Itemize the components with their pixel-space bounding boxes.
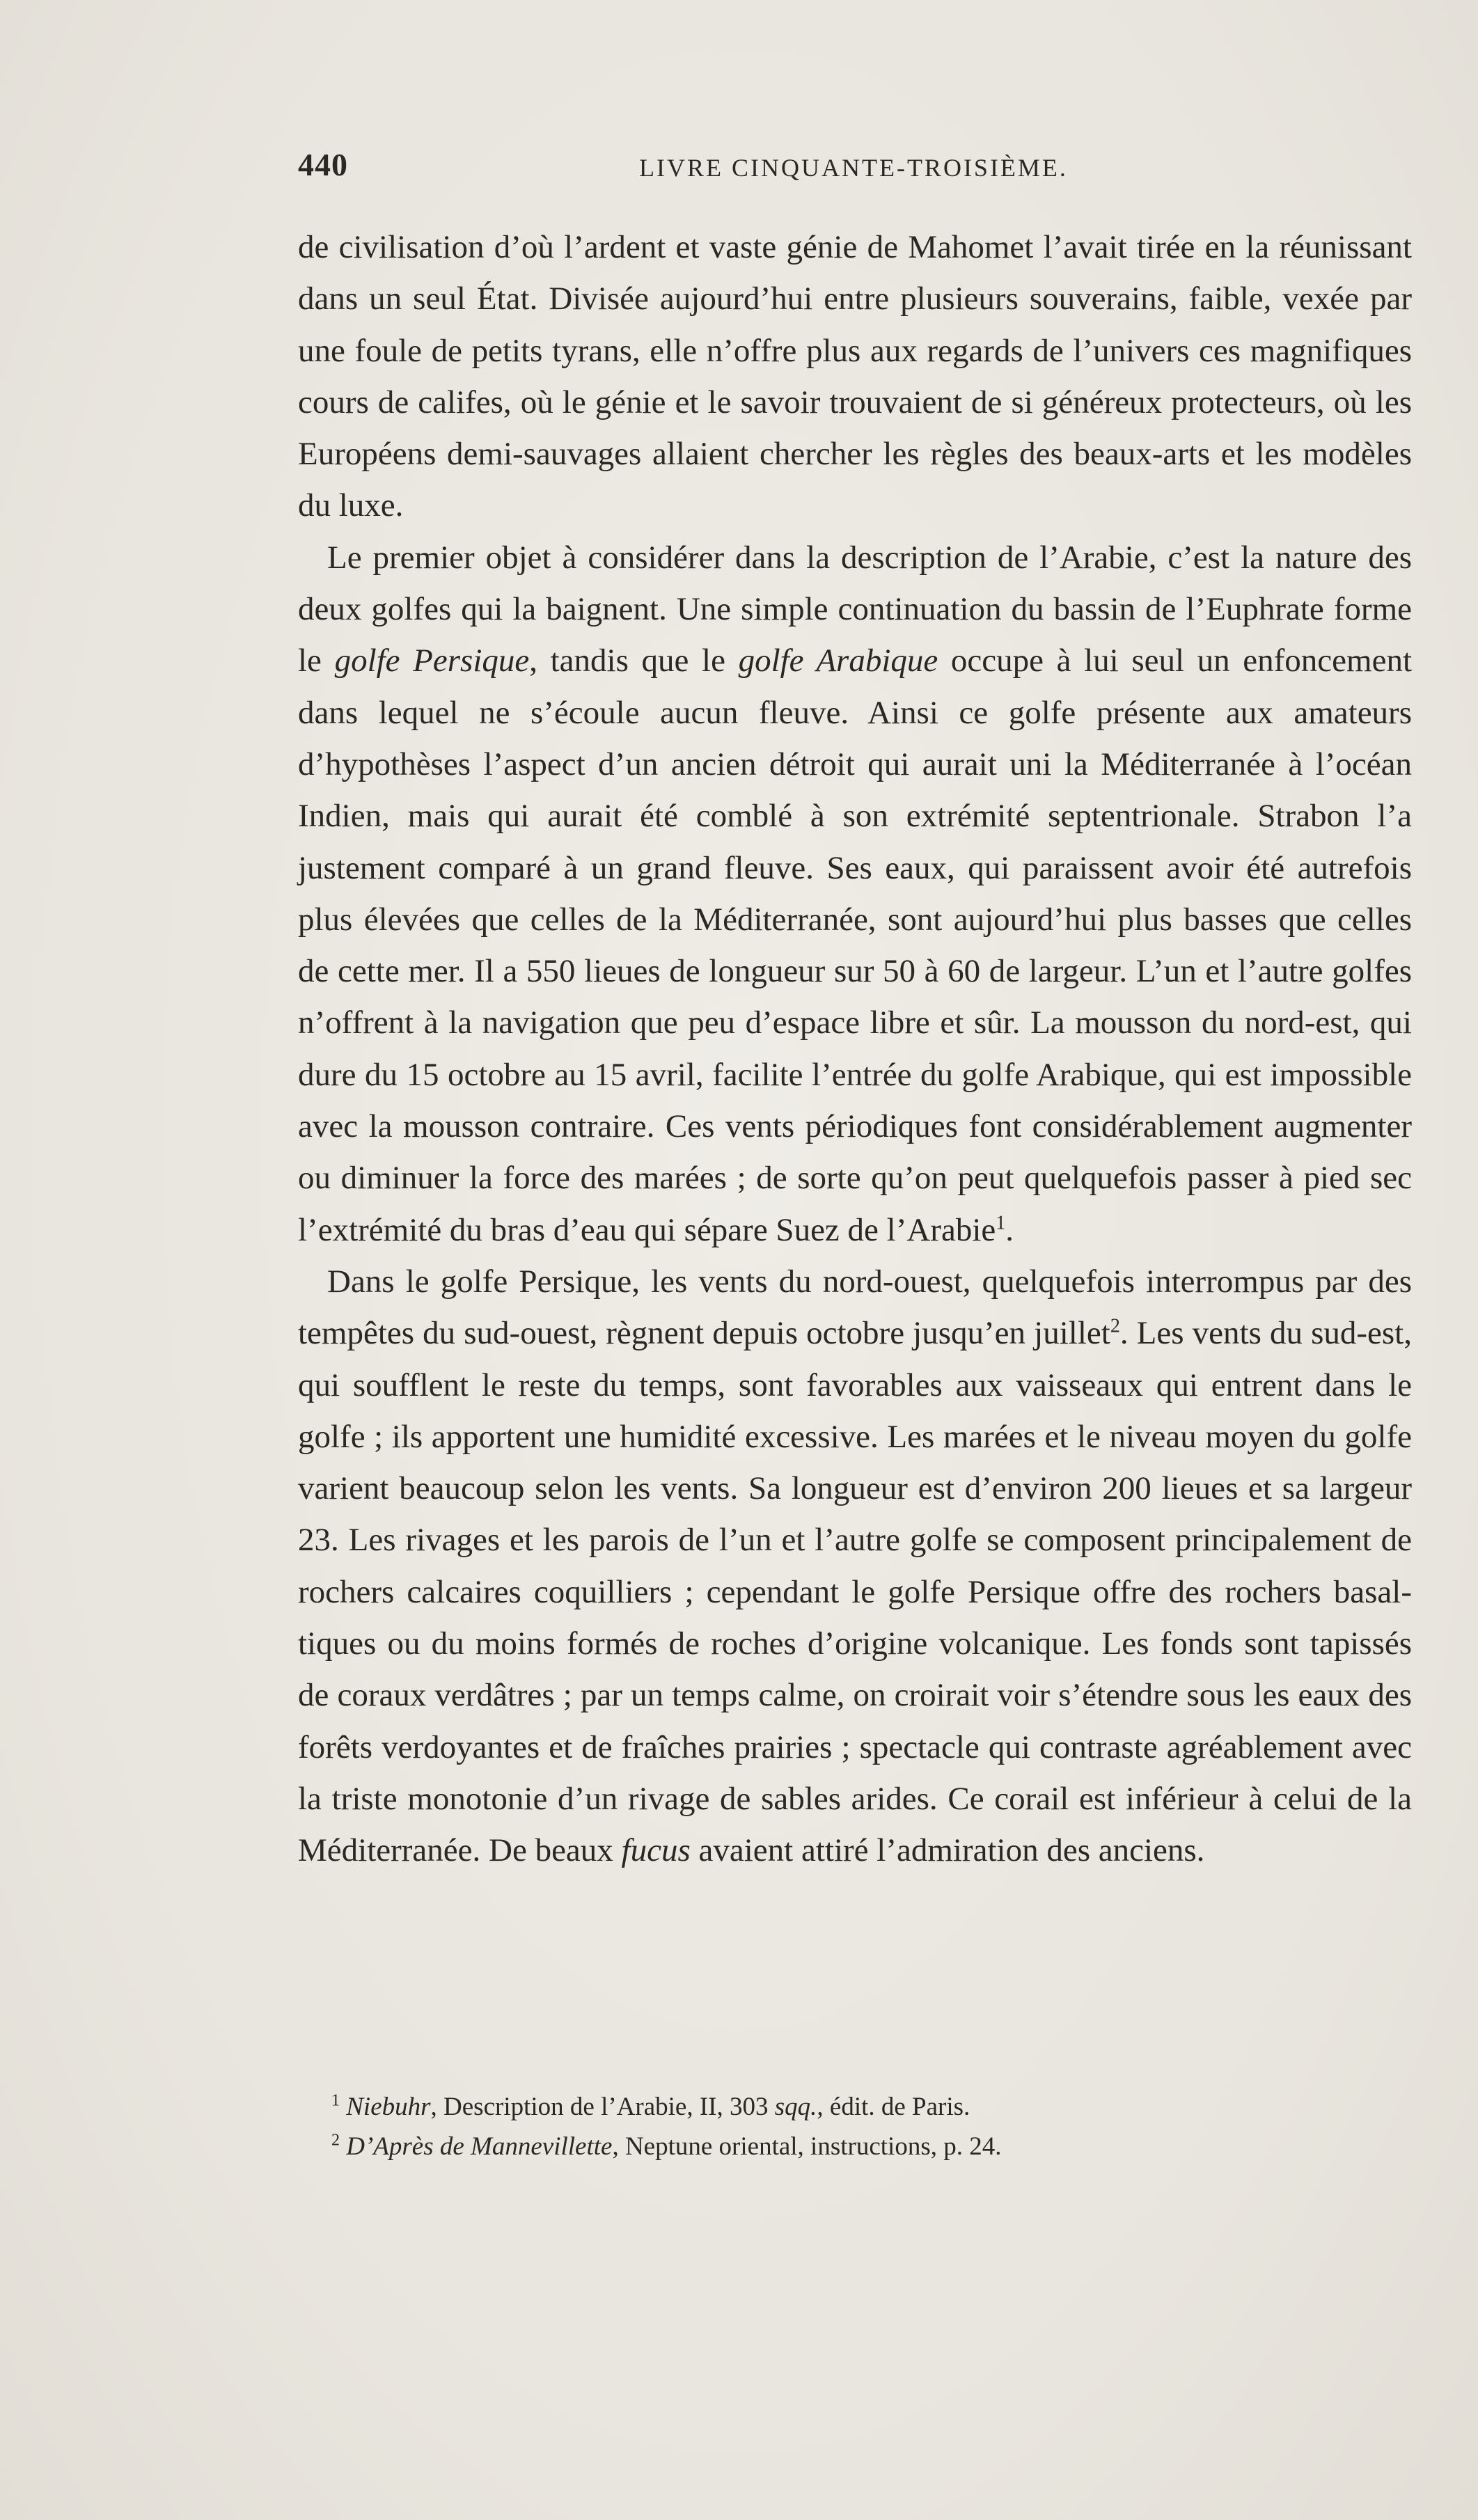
- footnote-1-text-2: , édit. de Paris.: [817, 2093, 970, 2121]
- footnote-2-text: , Neptune oriental, instructions, p. 24.: [612, 2132, 1002, 2161]
- paragraph-2-part-3: occupe à lui seul un enfoncement dans lequel ne s’écoule aucun fleuve. Ainsi ce golfe présente aux amateurs d’hypothèses l’aspect d’un ancien détroit qui aurait uni la Méditerranée à l’océan Indien, mais qui aurait été comblé à son extrémité septentrionale. Strabon l’a justement comparé à un grand fleuve. Ses eaux, qui paraissent avoir été autrefois plus élevées que celles de la Méditerranée, sont aujourd’hui plus basses que celles de cette mer. Il a 550 lieues de longueur sur 50 à 60 de largeur. L’un et l’autre golfes n’offrent à la navigation que peu d’espace libre et sûr. La mousson du nord-est, qui dure du 15 octobre au 15 avril, facilite l’entrée du golfe Arabique, qui est impossible avec la mousson contraire. Ces vents périodiques font considérablement augmenter ou diminuer la force des marées ; de sorte qu’on peut quelquefois passer à pied sec l’extrémité du bras d’eau qui sépare Suez de l’Arabie: [298, 643, 1413, 1248]
- term-fucus: fucus: [621, 1832, 691, 1869]
- page-header: [298, 146, 1412, 195]
- running-title: LIVRE CINQUANTE-TROISIÈME.: [639, 154, 1068, 182]
- page-number: 440: [298, 147, 348, 182]
- term-golfe-persique: golfe Persique: [334, 643, 530, 679]
- term-golfe-arabique: golfe Arabique: [738, 643, 938, 679]
- paragraph-3-part-2: . Les vents du sud-est, qui soufflent le reste du temps, sont favorables aux vaisseaux qui entrent dans le golfe ; ils apportent une humidité excessive. Les marées et le niveau moyen du golfe varient beaucoup selon les vents. Sa longueur est d’environ 200 lieues et sa largeur 23. Les rivages et les parois de l’un et l’autre golfe se composent principalement de rochers calcaires coquilliers ; cependant le golfe Persique offre des rochers basaltiques ou du moins formés de roches d’origine volcanique. Les fonds sont tapissés de coraux verdâtres ; par un temps calme, on croirait voir s’étendre sous les eaux des forêts verdoyantes et de fraîches prairies ; spectacle qui contraste agréablement avec la triste monotonie d’un rivage de sables arides. Ce corail est inférieur à celui de la Méditerranée. De beaux: [298, 1315, 1412, 1869]
- paragraph-3: [298, 1256, 1412, 1877]
- footnote-marker-1: 1: [331, 2091, 340, 2110]
- paragraph-2-part-2: , tandis que le: [529, 643, 739, 679]
- body-text: [298, 221, 1412, 1877]
- paragraph-2-part-4: .: [1005, 1211, 1014, 1248]
- footnote-2-author: D’Après de Mannevillette: [346, 2132, 613, 2161]
- paragraph-1-text: de civilisation d’où l’ardent et vaste génie de Mahomet l’avait tirée en la réunissant dans un seul État. Divisée aujourd’hui entre plusieurs souverains, faible, vexée par une foule de petits tyrans, elle n’offre plus aux regards de l’univers ces magnifiques cours de califes, où le génie et le savoir trouvaient de si généreux protecteurs, où les Européens demi-sauvages allaient chercher les règles des beaux-arts et les modèles du luxe.: [298, 229, 1412, 524]
- paragraph-3-part-1: Dans le golfe Persique, les vents du nord-ouest, quelquefois interrompus par des tempêtes du sud-ouest, règnent depuis octobre jusqu’en juillet: [298, 1263, 1412, 1352]
- footnote-ref-2: 2: [1110, 1315, 1120, 1337]
- footnote-1-abbr: sqq.: [774, 2093, 817, 2121]
- footnote-1-text: , Description de l’Arabie, II, 303: [430, 2093, 775, 2121]
- footnote-ref-1: 1: [996, 1211, 1006, 1234]
- paragraph-3-part-3: avaient attiré l’admiration des anciens.: [690, 1832, 1205, 1869]
- footnote-1: [312, 2087, 1412, 2127]
- paragraph-2-part-1: Le premier objet à considérer dans la description de l’Arabie, c’est la nature des deux golfes qui la baignent. Une simple continuation du bassin de l’Euphrate forme le: [298, 539, 1412, 679]
- paragraph-2: [298, 532, 1412, 1256]
- footnote-marker-2: 2: [331, 2131, 340, 2150]
- footnote-1-author: Niebuhr: [346, 2093, 431, 2121]
- footnote-2: [312, 2127, 1412, 2166]
- paragraph-1: [298, 221, 1412, 532]
- footnotes: [312, 2087, 1412, 2166]
